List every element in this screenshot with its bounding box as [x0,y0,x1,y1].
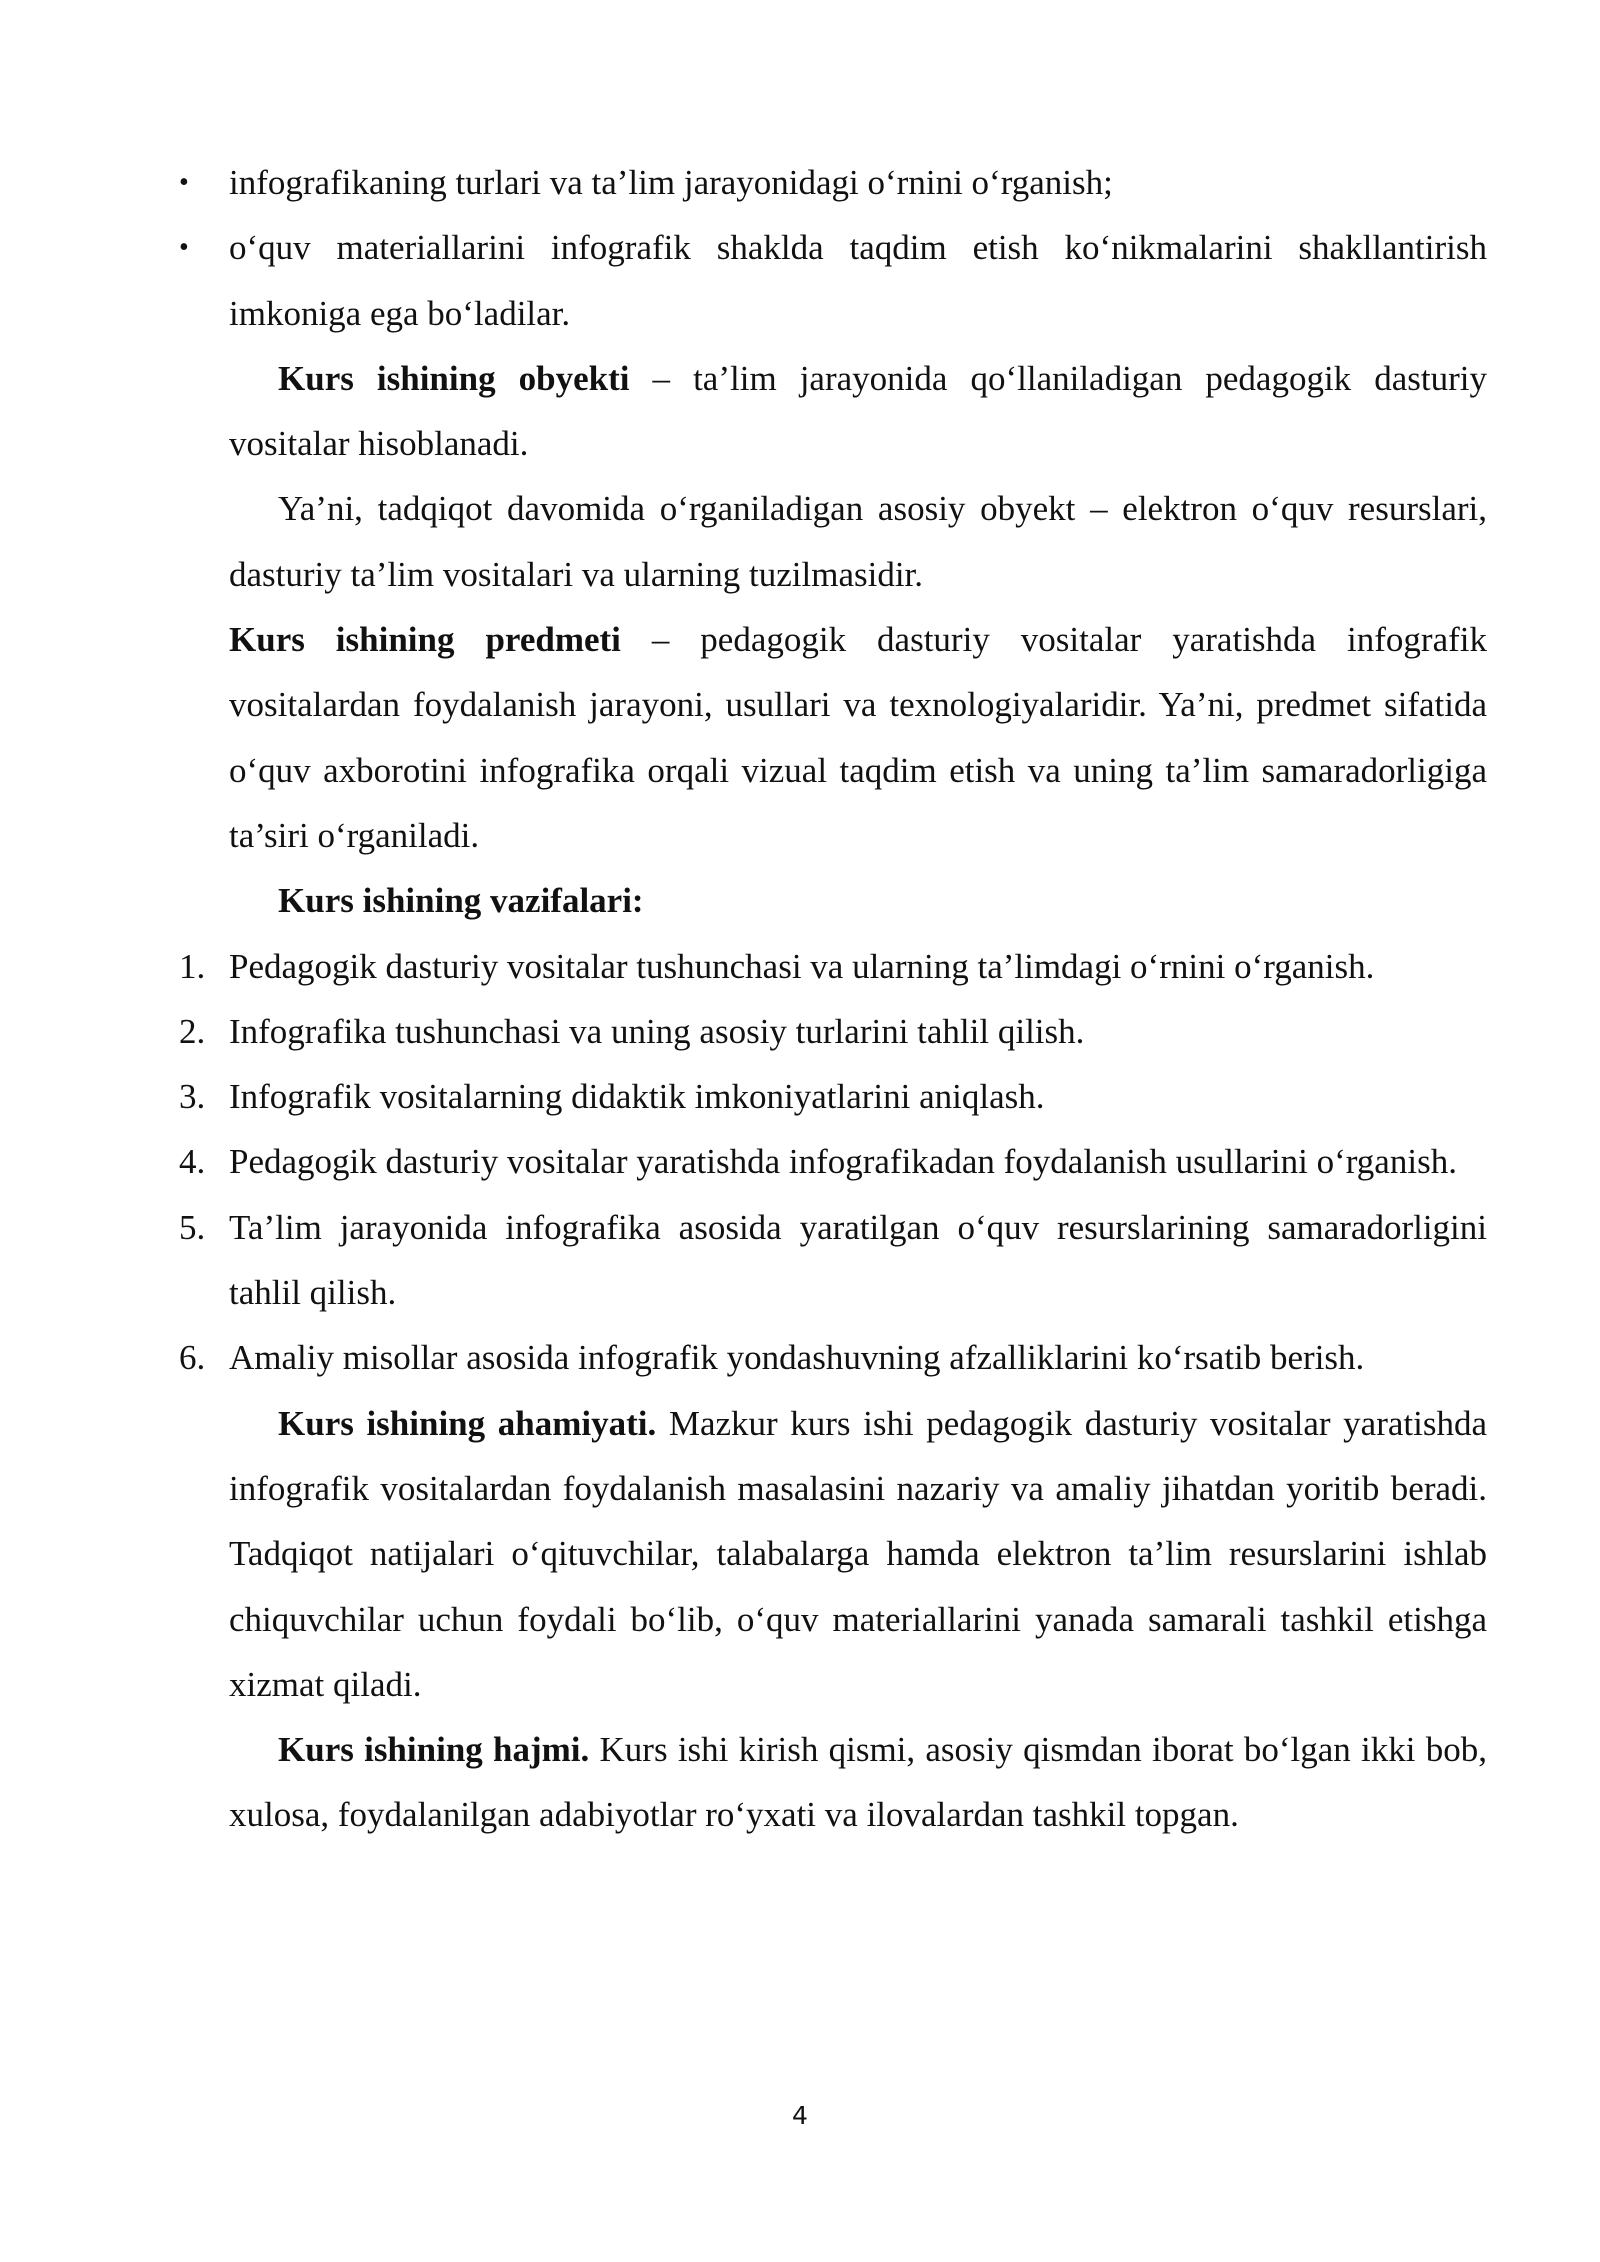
page-number: 4 [792,2101,808,2130]
task-number: 1. [179,946,206,986]
bullet-item [179,150,1487,215]
task-text: Pedagogik dasturiy vositalar tushunchasi va ularning ta’limdagi o‘rnini o‘rganish. [229,946,1375,986]
importance-paragraph [229,1391,1487,1717]
bullet-icon: • [179,167,189,198]
task-text: Infografik vositalarning didaktik imkoniyatlarini aniqlash. [229,1077,1045,1117]
importance-label: Kurs ishining ahamiyati. [278,1403,657,1443]
task-item [179,934,1487,999]
object-paragraph [229,346,1487,477]
task-number: 5. [179,1207,206,1247]
task-item [179,1195,1487,1326]
bullet-text: o‘quv materiallarini infografik shaklda taqdim etish ko‘nikmalarini shakllantirish imkoniga ega bo‘ladilar. [229,228,1487,333]
object-text: – ta’lim jarayonida qo‘llaniladigan pedagogik dasturiy vositalar hisoblanadi. [229,358,1487,464]
bullet-item [179,215,1487,346]
task-item [179,1129,1487,1194]
task-text: Pedagogik dasturiy vositalar yaratishda infografikadan foydalanish usullarini o‘rganish. [229,1142,1457,1182]
task-text: Infografika tushunchasi va uning asosiy turlarini tahlil qilish. [229,1011,1085,1051]
volume-text: Kurs ishi kirish qismi, asosiy qismdan iborat bo‘lgan ikki bob, xulosa, foydalanilgan adabiyotlar ro‘yxati va ilovalardan tashkil topgan. [229,1730,1487,1835]
volume-label: Kurs ishining hajmi. [278,1730,590,1770]
task-item [179,999,1487,1064]
task-number: 4. [179,1142,206,1182]
subject-text: – pedagogik dasturiy vositalar yaratishda infografik vositalardan foydalanish jarayoni, usullari va texnologiyalaridir. Ya’ni, predmet sifatida o‘quv axborotini infografika orqali vizual taqdim etish va uning ta’lim samaradorligiga ta’siri o‘rganiladi. [229,620,1487,855]
subject-paragraph [229,607,1487,868]
page-content [179,150,1487,1848]
object-label: Kurs ishining obyekti [278,358,630,398]
importance-text: Mazkur kurs ishi pedagogik dasturiy vositalar yaratishda infografik vositalardan foydalanish masalasini nazariy va amaliy jihatdan yoritib beradi. Tadqiqot natijalari o‘qituvchilar, talabalarga hamda elektron ta’lim resurslarini ishlab chiquvchilar uchun foydali bo‘lib, o‘quv materiallarini yanada samarali tashkil etishga xizmat qiladi. [229,1403,1487,1704]
tasks-heading: Kurs ishining vazifalari: [278,881,644,921]
task-text: Ta’lim jarayonida infografika asosida yaratilgan o‘quv resurslarining samaradorligini tahlil qilish. [229,1207,1487,1313]
task-number: 6. [179,1338,206,1378]
object-explanation-paragraph: Ya’ni, tadqiqot davomida o‘rganiladigan asosiy obyekt – elektron o‘quv resurslari, dasturiy ta’lim vositalari va ularning tuzilmasidir. [229,489,1487,594]
bullet-icon: • [179,232,189,264]
volume-paragraph [229,1717,1487,1848]
task-text: Amaliy misollar asosida infografik yondashuvning afzalliklarini ko‘rsatib berish. [229,1338,1365,1378]
bullet-text: infografikaning turlari va ta’lim jarayonidagi o‘rnini o‘rganish; [229,163,1113,202]
task-item [179,1325,1487,1390]
task-number: 2. [179,1011,206,1051]
subject-label: Kurs ishining predmeti [229,620,621,660]
task-number: 3. [179,1077,206,1117]
task-item [179,1064,1487,1129]
